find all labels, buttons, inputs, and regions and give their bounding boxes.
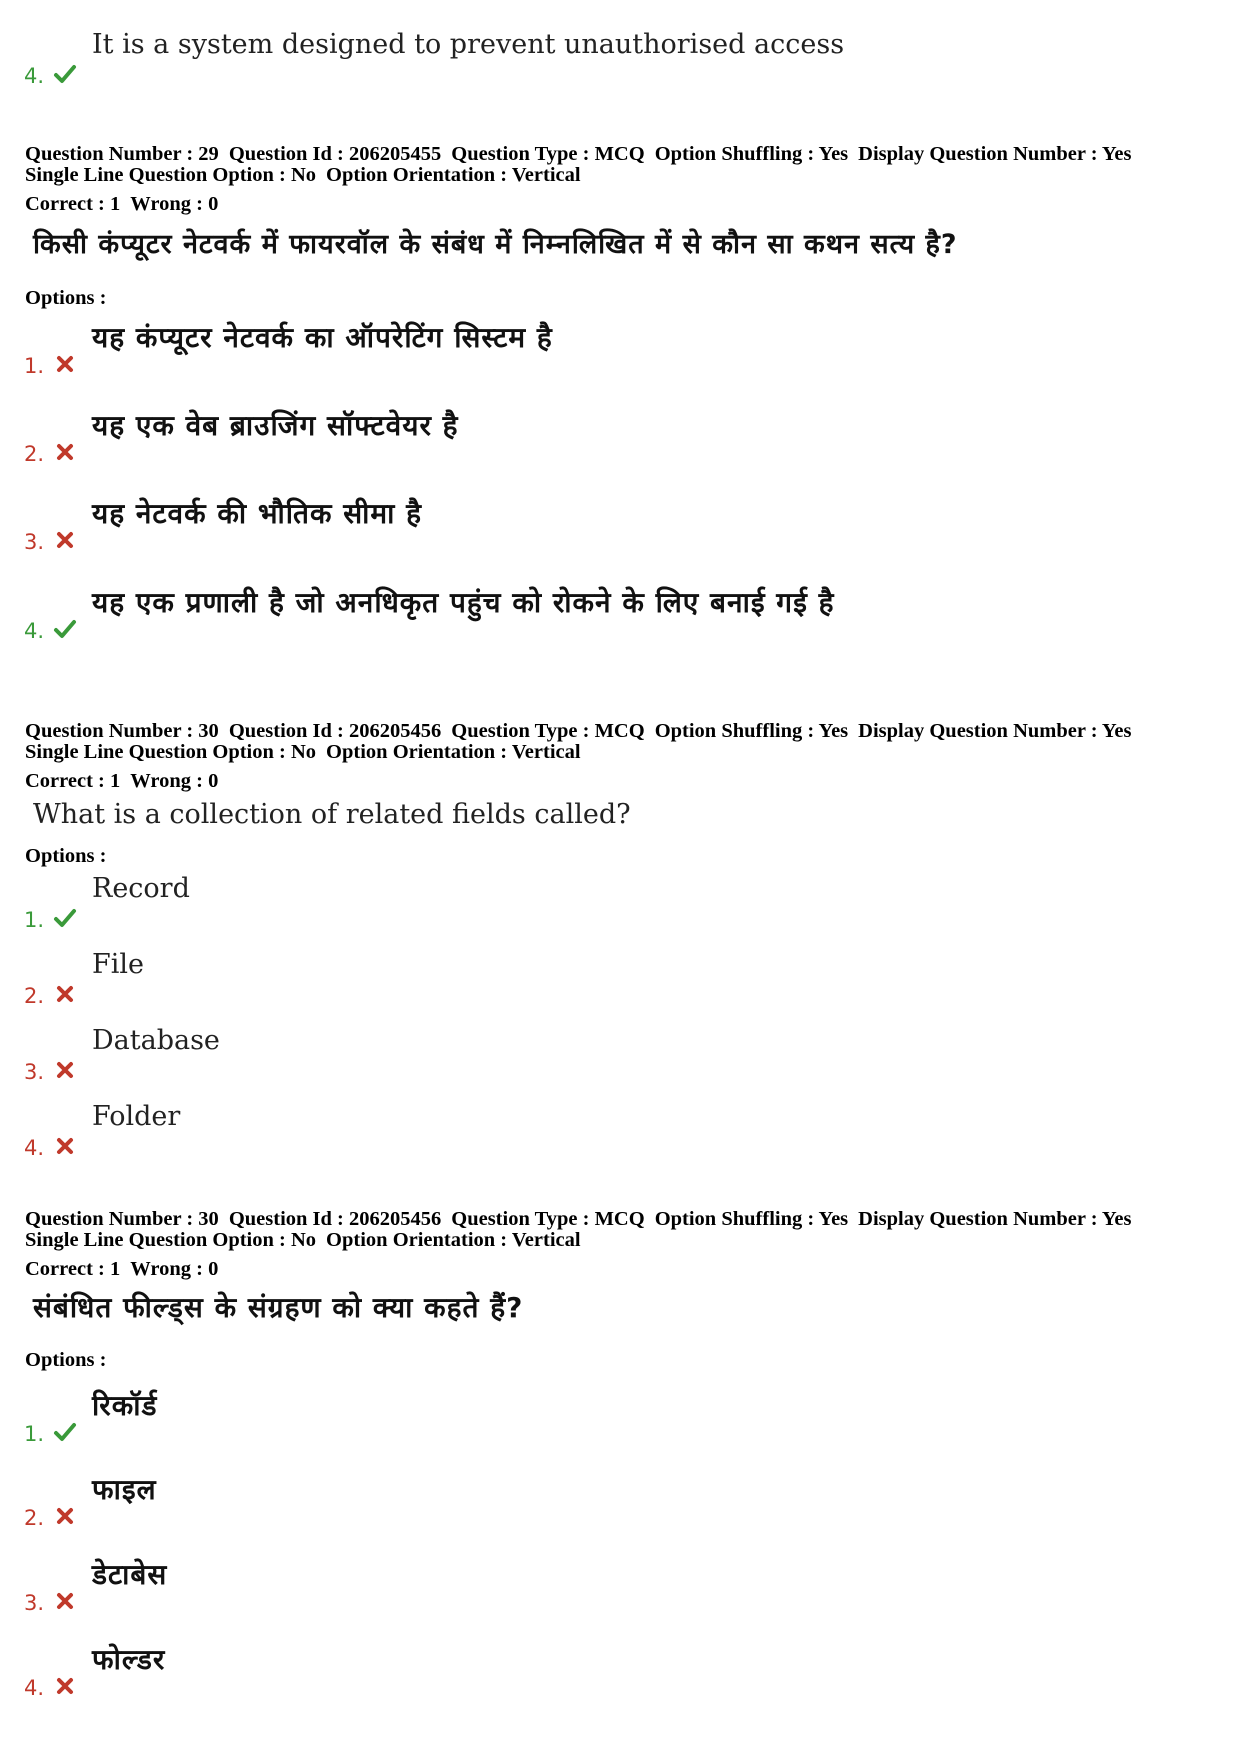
option-number: 2.: [24, 1506, 45, 1530]
option-number: 4.: [24, 64, 45, 88]
q30-hi-question-text: संबंधित फील्ड्स के संग्रहण को क्या कहते हैं?: [33, 1291, 524, 1324]
q30-hi-meta-line-2: Single Line Question Option : No Option Orientation : Vertical: [25, 1229, 581, 1251]
check-icon: [53, 62, 77, 86]
q30-en-score: Correct : 1 Wrong : 0: [25, 770, 219, 792]
cross-icon: [53, 1504, 77, 1528]
q30-en-question-text: What is a collection of related fields called?: [33, 799, 631, 830]
cross-icon: [53, 440, 77, 464]
q30-en-meta-line-1: Question Number : 30 Question Id : 206205456 Question Type : MCQ Option Shuffling : Yes Display Question Number : Yes: [25, 720, 1132, 742]
q29-meta-line-2: Single Line Question Option : No Option Orientation : Vertical: [25, 164, 581, 186]
q30-hi-option-4: [24, 1640, 1204, 1700]
option-number: 1.: [24, 354, 45, 378]
q30-hi-option-1: [24, 1386, 1204, 1446]
q30-hi-options-label: Options :: [25, 1349, 107, 1371]
q30-en-meta-line-2: Single Line Question Option : No Option Orientation : Vertical: [25, 741, 581, 763]
q29-option-4: [24, 583, 1204, 643]
option-number: 2.: [24, 442, 45, 466]
option-number: 2.: [24, 984, 45, 1008]
option-text: Folder: [92, 1101, 181, 1132]
q30-en-options-label: Options :: [25, 845, 107, 867]
check-icon: [53, 617, 77, 641]
option-number: 1.: [24, 908, 45, 932]
q30-hi-score: Correct : 1 Wrong : 0: [25, 1258, 219, 1280]
option-text: It is a system designed to prevent unauthorised access: [92, 29, 845, 60]
check-icon: [53, 906, 77, 930]
check-icon: [53, 1420, 77, 1444]
option-text: डेटाबेस: [92, 1558, 168, 1591]
option-text: रिकॉर्ड: [92, 1389, 158, 1422]
option-number: 3.: [24, 530, 45, 554]
q30-hi-option-3: [24, 1555, 1204, 1615]
q29-score: Correct : 1 Wrong : 0: [25, 193, 219, 215]
cross-icon: [53, 528, 77, 552]
q30-en-option-2: [24, 948, 1204, 1008]
q29-meta-line-1: Question Number : 29 Question Id : 206205455 Question Type : MCQ Option Shuffling : Yes Display Question Number : Yes: [25, 143, 1132, 165]
q30-hi-meta-line-1: Question Number : 30 Question Id : 206205456 Question Type : MCQ Option Shuffling : Yes Display Question Number : Yes: [25, 1208, 1132, 1230]
option-text: यह एक वेब ब्राउजिंग सॉफ्टवेयर है: [92, 409, 459, 442]
option-text: File: [92, 949, 144, 980]
option-text: यह कंप्यूटर नेटवर्क का ऑपरेटिंग सिस्टम है: [92, 321, 553, 354]
option-number: 4.: [24, 619, 45, 643]
q30-en-option-4: [24, 1100, 1204, 1160]
q29-question-text: किसी कंप्यूटर नेटवर्क में फायरवॉल के संबंध में निम्नलिखित में से कौन सा कथन सत्य है?: [33, 229, 958, 260]
q30-en-option-1: [24, 872, 1204, 932]
cross-icon: [53, 1058, 77, 1082]
option-number: 4.: [24, 1136, 45, 1160]
option-text: Record: [92, 873, 190, 904]
prev-option-4: [24, 28, 1204, 88]
option-text: यह एक प्रणाली है जो अनधिकृत पहुंच को रोकने के लिए बनाई गई है: [92, 586, 835, 619]
q29-options-label: Options :: [25, 287, 107, 309]
option-number: 3.: [24, 1060, 45, 1084]
cross-icon: [53, 982, 77, 1006]
option-text: फोल्डर: [92, 1643, 166, 1676]
option-text: यह नेटवर्क की भौतिक सीमा है: [92, 497, 423, 530]
q29-option-1: [24, 318, 1204, 378]
cross-icon: [53, 1134, 77, 1158]
cross-icon: [53, 352, 77, 376]
q29-option-3: [24, 494, 1204, 554]
q29-option-2: [24, 406, 1204, 466]
cross-icon: [53, 1674, 77, 1698]
option-number: 3.: [24, 1591, 45, 1615]
q30-hi-option-2: [24, 1470, 1204, 1530]
q30-en-option-3: [24, 1024, 1204, 1084]
option-number: 1.: [24, 1422, 45, 1446]
cross-icon: [53, 1589, 77, 1613]
option-number: 4.: [24, 1676, 45, 1700]
option-text: Database: [92, 1025, 220, 1056]
option-text: फाइल: [92, 1473, 157, 1506]
